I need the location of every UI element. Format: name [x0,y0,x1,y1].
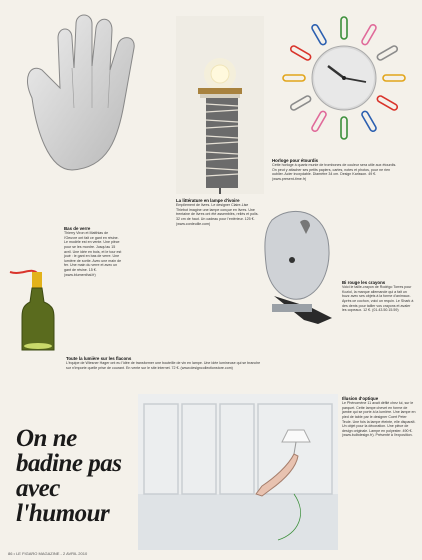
shark-caption [342,280,414,313]
paperclip [290,45,312,61]
book-lamp-caption-body: Empilement de livres. Le designer Claire-Lise Thiebot imagine une lampe conçue en livres. Une trentaine de livres ont été assemblés, reliés et polis. 32 cm de haut. Un cadeau pour l'extérieur. 125 €. (www.cordeuille.com) [176,203,259,226]
paperclip [341,117,347,139]
shark-caption-body: Voici le taille-crayon de Rodrigo Torres pour Koziol, la marque allemande qui a fait un buzz avec ses objets à la forme d'animaux. Après ce cochon, voici un requin. Le Shark à des dents pour tailler vos crayons et avaler les copeaux. 12 €. (01.43.50.15.59) [342,285,414,313]
illusion-caption-body: Le Phénomène 11 avait défilé chez lui, sur le parquet. Cette lampe chevet en forme de jambe qui se porte à la lumière. Une lampe en pied de table par le designer Coert Peter Teule. Une fois la lampe éteinte, elle disparaît. Un objet pour la décoration. Une pièce de design originale. Lampe en polyester. 490 €. (www.bulbdesign.fr). Présenté à l'exposition. [342,401,416,438]
shark-sharpener-photo [252,200,340,330]
paperclip [376,95,398,111]
paperclip [376,45,398,61]
illusion-caption-title: Illusion d'optique [342,396,379,401]
paperclip [383,75,405,81]
book-lamp-caption [176,198,260,226]
bottle-caption-body: L'équipe de Wiesner Hager ont eu l'idée de transformer une bouteille de vin en lampe. Une idée lumineuse qui se branche sur n'importe quelle prise de courant. En vente sur le site internet. 72 €. (www.designcollectionstore.com) [66,361,261,370]
book-lamp-caption-title: La littérature en lampe d'ivoire [176,198,240,203]
paperclip [341,17,347,39]
leg-lamp-room-photo [138,394,338,550]
illusion-caption [342,396,416,438]
glove-caption-title: Bas de verre [64,226,91,231]
paperclip [290,95,312,111]
shark-caption-title: Bi rouge les crayons [342,280,386,285]
paperclip [311,110,327,132]
page-footer: 86 • LE FIGARO MAGAZINE - 2 AVRIL 2010 [8,551,88,556]
paperclip [283,75,305,81]
clock-caption-title: Horloge pour étourdis [272,158,319,163]
paperclip [311,24,327,46]
bottle-lamp-photo [8,252,66,354]
paperclip-clock-photo [270,6,418,150]
bottle-caption-title: Toute la lumière sur les flacons [66,356,132,361]
glove-photo [12,8,172,176]
paperclip [361,110,377,132]
glove-caption-body: Thierry Viron et Matthias de l'Oeuvre ont fait ce gant en résine. Le modèle est en vente. Une pièce pour se les mordre. Jusqu'au 15 avril. Une idée en bois, et le tour est joué : le gant en bas de verre. Une lumière de sortie. Avec une main de fer. Une main du verre et avec un gant de résine. 15 €. (www.blumenthal.fr) [64,231,122,277]
glove-caption [64,226,122,277]
bottle-caption [66,356,266,370]
clock-caption [272,158,400,182]
paperclip [361,24,377,46]
book-lamp-photo [176,16,264,194]
clock-caption-body: Cette horloge à quartz munie de trombones de couleur sera utile aux étourdis. On peut y attacher ses petits papiers, cartes, notes et photos, pour ne rien oublier. Acier inoxydable. Diamètre 34 cm. Design Karlsson. 49 €. (www.present-time.fr) [272,163,397,181]
page-headline: On ne badine pas avec l'humour [16,425,122,527]
